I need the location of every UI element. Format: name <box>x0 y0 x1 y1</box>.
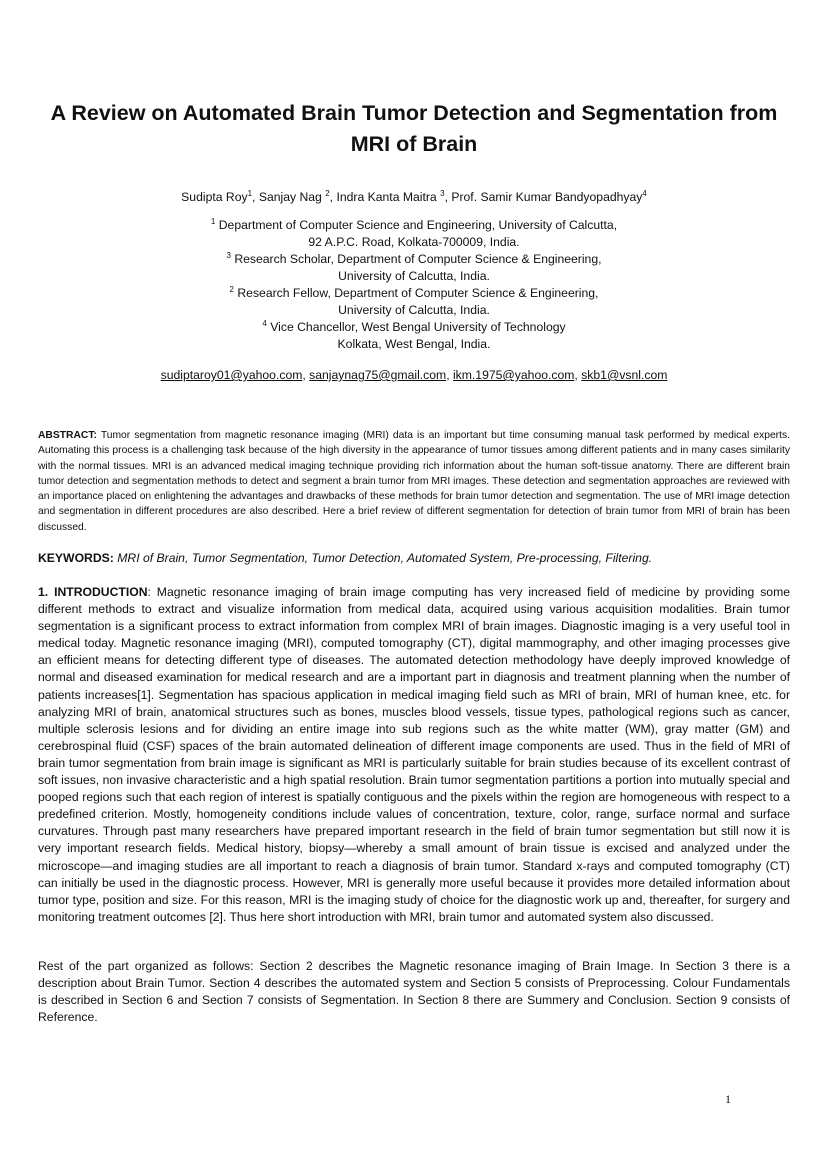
affiliation-line: University of Calcutta, India. <box>338 269 490 283</box>
email-link[interactable]: sanjaynag75@gmail.com <box>309 368 447 382</box>
author-name: Sudipta Roy <box>181 190 248 204</box>
affiliation-superscript: 1 <box>210 216 216 226</box>
paper-title: A Review on Automated Brain Tumor Detection and Segmentation from MRI of Brain <box>50 101 778 156</box>
page-number: 1 <box>725 1092 731 1106</box>
affiliation-superscript: 2 <box>229 284 234 294</box>
keywords <box>38 550 790 567</box>
affiliation-line: 92 A.P.C. Road, Kolkata-700009, India. <box>308 235 520 249</box>
email-link[interactable]: skb1@vsnl.com <box>581 368 668 382</box>
affiliation-superscript: 3 <box>226 250 231 260</box>
author-superscript: 1 <box>247 188 253 198</box>
author-superscript: 3 <box>440 188 445 198</box>
abstract-text: Tumor segmentation from magnetic resonance imaging (MRI) data is an important but time consuming manual task performed by medical experts. Automating this process is a challenging task because of the high diversity in the appearance of tumor tissues among different patients and in many cases similarity with the normal tissues. MRI is an advanced medical imaging technique providing rich information about the human soft-tissue anatomy. There are different brain tumor detection and segmentation methods to detect and segment a brain tumor from MRI images. These detection and segmentation approaches are reviewed with an importance placed on enlightening the advantages and drawbacks of these methods for brain tumor detection and segmentation. The use of MRI image detection and segmentation in different procedures are also described. Here a brief review of different segmentation for detection of brain tumor from MRI of brain has been discussed. <box>38 430 790 533</box>
section-heading: 1. INTRODUCTION <box>38 585 148 599</box>
author-name: Prof. Samir Kumar Bandyopadhyay <box>451 190 643 204</box>
author-list: Sudipta Roy$^1$, Sanjay Nag $^2$, Indra Kanta Maitra $^3$, Prof. Samir Kumar Bandyopadhyay$^4$ <box>181 188 647 204</box>
affiliation-line: Vice Chancellor, West Bengal University of Technology <box>270 320 566 334</box>
introduction-text: : Magnetic resonance imaging of brain image computing has very increased field of medicine by providing some different methods to extract and visualize information from medical data, acquired using various acquisition modalities. Brain tumor segmentation is a significant process to extract information from complex MRI of brain images. Diagnostic imaging is a very useful tool in medical today. Magnetic resonance imaging (MRI), computed tomography (CT), digital mammography, and other imaging processes give an efficient means for detecting different type of diseases. The automated detection methodology have deeply improved knowledge of normal and diseased examination for medical research and are a important part in diagnosis and treatment planning when the number of patients increases[1]. Segmentation has spacious application in medical imaging field such as MRI of brain, MRI of human knee, etc. for analyzing MRI of brain, anatomical structures such as bones, muscles blood vessels, tissue types, pathological regions such as cancer, multiple sclerosis lesions and for dividing an entire image into sub regions such as the white matter (WM), gray matter (GM) and cerebrospinal fluid (CSF) spaces of the brain automated delineation of different image components are used. Thus in the field of MRI of brain tumor segmentation from brain image is significant as MRI is particularly suitable for brain studies because of its excellent contrast of soft issues, non invasive characteristic and a high spatial resolution. Brain tumor segmentation partitions a portion into mutually special and pooped regions such that each region of interest is spatially contiguous and the pixels within the region are homogeneous with respect to a predefined criterion. Mostly, homogeneity conditions include values of concentration, texture, color, range, surface normal and surface curvatures. Through past many researchers have prepared important research in the field of brain tumor segmentation but still now it is very important research fields. Medical history, biopsy—whereby a small amount of brain tissue is excised and analyzed under the microscope—and imaging studies are all important to reach a diagnosis of brain tumor. Standard x-rays and computed tomography (CT) can initially be used in the diagnostic process. However, MRI is generally more useful because it provides more detailed information about tumor type, position and size. For this reason, MRI is the imaging study of choice for the diagnostic work up and, thereafter, for surgery and monitoring treatment outcomes [2]. Thus here short introduction with MRI, brain tumor and automated system also discussed. <box>38 585 790 924</box>
author-superscript: 4 <box>642 188 647 198</box>
introduction-paragraph <box>38 584 790 926</box>
affiliation-line: Kolkata, West Bengal, India. <box>337 337 491 351</box>
keywords-label: KEYWORDS: <box>38 551 114 565</box>
author-name: Indra Kanta Maitra <box>336 190 437 204</box>
author-name: Sanjay Nag <box>258 190 322 204</box>
affiliation-line: Research Scholar, Department of Computer Science & Engineering, <box>234 252 602 266</box>
affiliation <box>100 217 728 234</box>
affiliation-line: Department of Computer Science and Engineering, University of Calcutta, <box>218 218 618 232</box>
affiliation <box>100 251 728 268</box>
email-link[interactable]: ikm.1975@yahoo.com <box>452 368 575 382</box>
abstract-label: ABSTRACT: <box>38 430 97 441</box>
affiliation <box>100 285 728 302</box>
affiliation-list <box>100 217 728 353</box>
organization-paragraph: Rest of the part organized as follows: Section 2 describes the Magnetic resonance imaging of Brain Image. In Section 3 there is a description about Brain Tumor. Section 4 describes the automated system and Section 5 consists of Preprocessing. Colour Fundamentals is described in Section 6 and Section 7 consists of Segmentation. In Section 8 there are Summery and Conclusion. Section 9 consists of Reference. <box>38 959 790 1025</box>
abstract <box>38 428 790 535</box>
keywords-text: MRI of Brain, Tumor Segmentation, Tumor Detection, Automated System, Pre-processing, Filtering. <box>117 551 653 565</box>
affiliation <box>100 319 728 336</box>
affiliation-line: University of Calcutta, India. <box>338 303 490 317</box>
email-list: sudiptaroy01@yahoo.com, sanjaynag75@gmail.com, ikm.1975@yahoo.com, skb1@vsnl.com <box>160 368 668 382</box>
author-superscript: 2 <box>325 188 330 198</box>
affiliation-superscript: 4 <box>262 318 267 328</box>
affiliation-line: Research Fellow, Department of Computer Science & Engineering, <box>237 286 599 300</box>
email-link[interactable]: sudiptaroy01@yahoo.com <box>160 368 303 382</box>
